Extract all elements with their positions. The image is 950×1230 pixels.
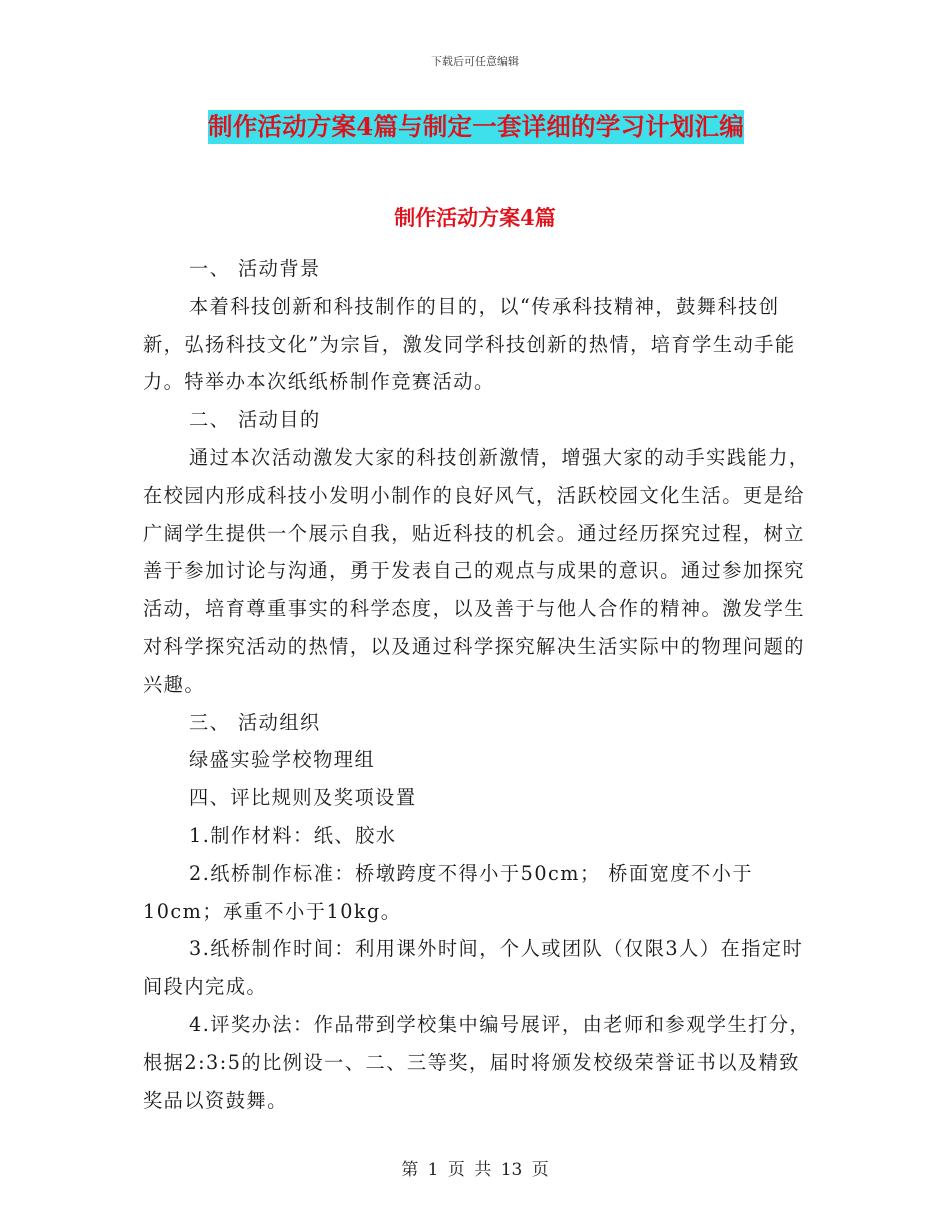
paragraph: 通过本次活动激发大家的科技创新激情，增强大家的动手实践能力，在校园内形成科技小发明小制作的良好风气，活跃校园文化生活。更是给广阔学生提供一个展示自我，贴近科技的机会。通过经历探究过程，树立善于参加讨论与沟通，勇于发表自己的观点与成果的意识。通过参加探究活动，培育尊重事实的科学态度，以及善于与他人合作的精神。激发学生对科学探究活动的热情，以及通过科学探究解决生活实际中的物理问题的兴趣。 [143,445,810,696]
heading-activity-background: 一、 活动背景 [189,257,321,280]
paragraph: 绿盛实验学校物理组 [189,748,376,772]
list-item: 1.制作材料：纸、胶水 [189,823,397,847]
paragraph: 本着科技创新和科技制作的目的，以“传承科技精神，鼓舞科技创新，弘扬科技文化”为宗旨，激发同学科技创新的热情，培育学生动手能力。特举办本次纸纸桥制作竞赛活动。 [143,294,796,394]
header-note: 下载后可任意编辑 [431,55,519,68]
heading-activity-organization: 三、 活动组织 [189,710,321,734]
document-body [143,250,811,1119]
section-title: 制作活动方案4篇 [394,205,556,230]
heading-rules-awards: 四、评比规则及奖项设置 [189,786,417,810]
heading-activity-purpose: 二、 活动目的 [189,408,321,432]
list-item: 4.评奖办法：作品带到学校集中编号展评，由老师和参观学生打分，根据2:3:5的比例设一、二、三等奖，届时将颁发校级荣誉证书以及精致奖品以资鼓舞。 [143,1012,811,1112]
page-footer: 第 1 页 共 13 页 [401,1160,549,1180]
document-title: 制作活动方案4篇与制定一套详细的学习计划汇编 [208,110,744,144]
list-item: 2.纸桥制作标准：桥墩跨度不得小于50cm； 桥面宽度不小于10cm；承重不小于10kg。 [143,861,754,923]
list-item: 3.纸桥制作时间：利用课外时间，个人或团队（仅限3人）在指定时间段内完成。 [143,937,804,999]
